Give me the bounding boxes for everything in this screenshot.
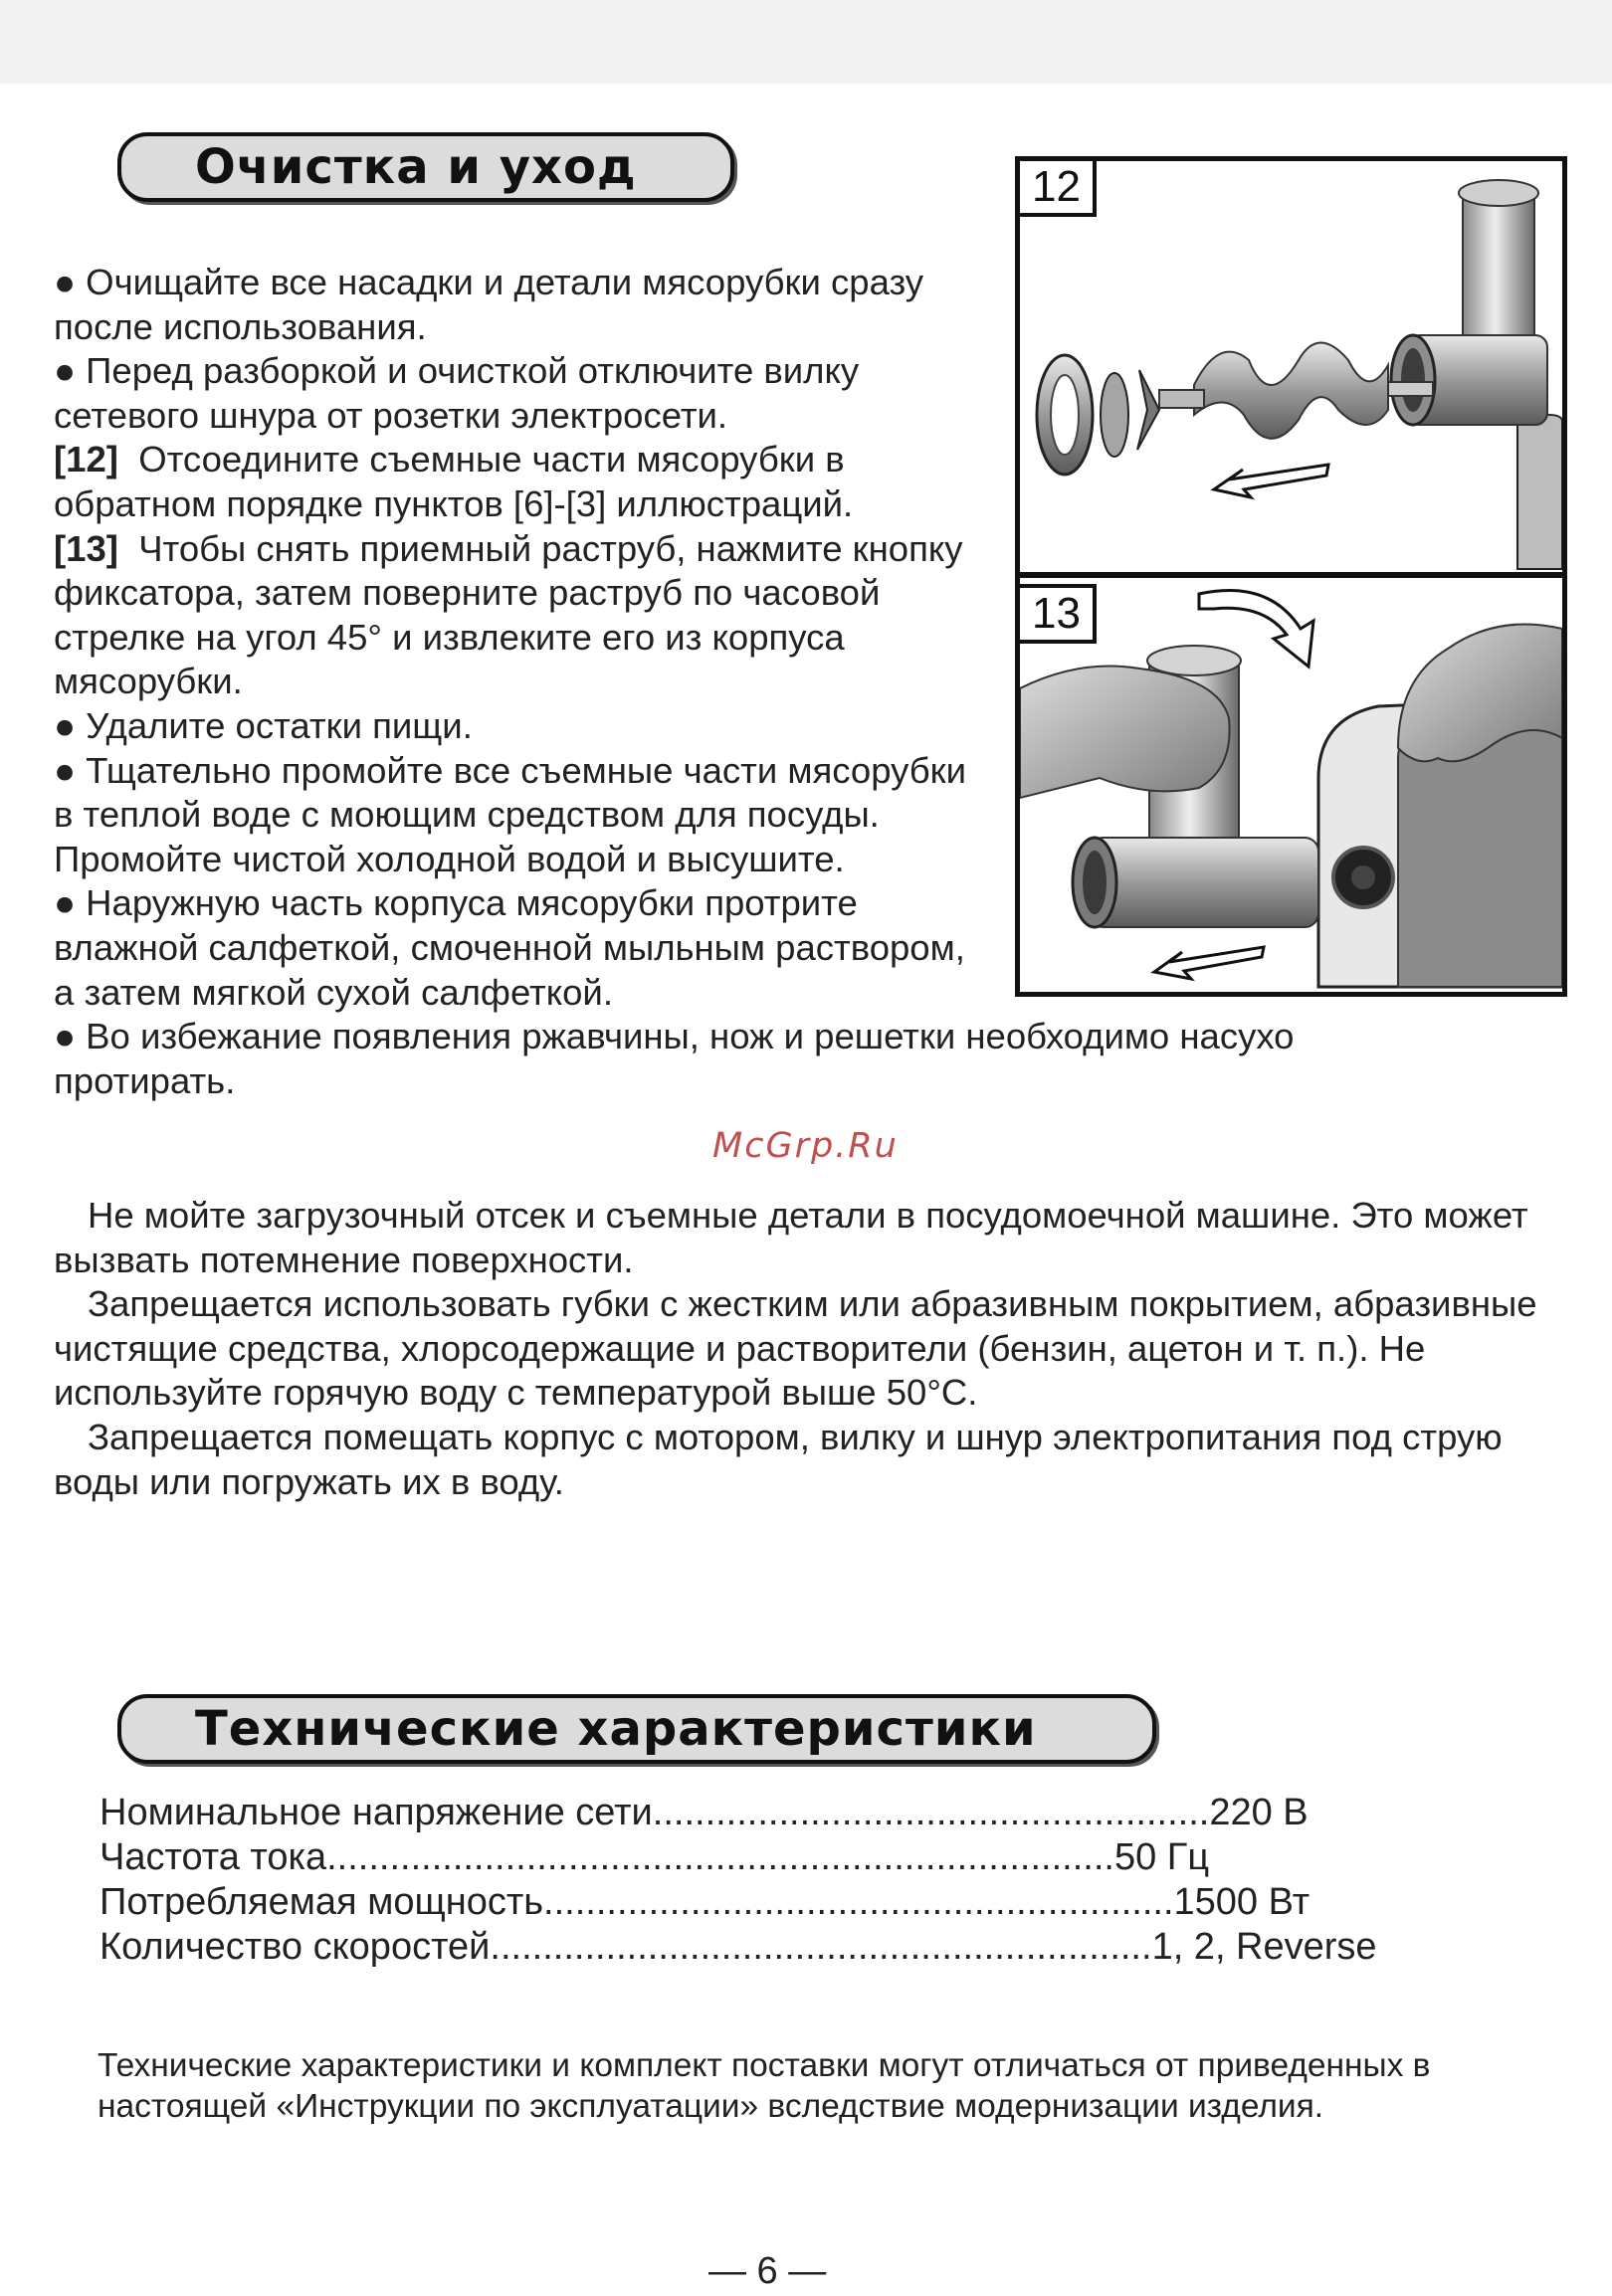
- top-band: [0, 0, 1612, 84]
- spec-row: [100, 1880, 1532, 1925]
- fig12-drawing: [1037, 180, 1562, 569]
- warning-text: Не мойте загрузочный отсек и съемные детали в посудомоечной машине. Это может вызвать потемнение поверхности.: [54, 1195, 1528, 1280]
- specs-table: [100, 1791, 1532, 1970]
- spec-leader: ............................................................: [543, 1881, 1174, 1923]
- warning-text: Запрещается использовать губки с жестким или абразивным покрытием, абразивные чистящие средства, хлорсодержащие и растворители (бензин, ацетон и т. п.). Не используйте горячую воду с температурой выше 50°C.: [54, 1283, 1537, 1414]
- step-12-text: Отсоедините съемные части мясорубки в обратном порядке пунктов [6]-[3] иллюстраций.: [54, 439, 854, 524]
- cleaning-section-title: Очистка и уход: [117, 132, 734, 202]
- feed-tube: [1463, 191, 1534, 340]
- spec-value: 1500 Вт: [1173, 1881, 1310, 1923]
- spec-value: 220 В: [1209, 1792, 1309, 1833]
- knife: [1137, 370, 1159, 450]
- spec-label: Частота тока: [100, 1836, 327, 1878]
- hand-left: [1020, 667, 1230, 799]
- cleaning-item: ● Очищайте все насадки и детали мясорубки сразу после использования.: [54, 262, 924, 347]
- grinding-plate: [1101, 373, 1128, 457]
- spec-leader: ...........................................................................: [326, 1836, 1114, 1878]
- fig13-drawing: [1020, 591, 1562, 987]
- arrow-left-icon: [1154, 947, 1264, 979]
- figure-13-label: 13: [1020, 584, 1097, 644]
- spec-row: [100, 1925, 1532, 1970]
- step-12-ref: [12]: [54, 439, 118, 480]
- step-13-text: Чтобы снять приемный раструб, нажмите кнопку фиксатора, затем поверните раструб по часовой стрелке на угол 45° и извлеките его из корпуса мясорубки.: [54, 527, 963, 702]
- step-13: [54, 527, 979, 704]
- cleaning-item: ● Удалите остатки пищи.: [54, 704, 473, 746]
- spec-value: 50 Гц: [1113, 1836, 1210, 1878]
- warning-text: Запрещается помещать корпус с мотором, вилку и шнур электропитания под струю воды или погружать их в воду.: [54, 1416, 1503, 1502]
- spec-leader: ...............................................................: [490, 1926, 1152, 1968]
- spec-leader: .....................................................: [652, 1792, 1210, 1833]
- grinder-body: [1517, 415, 1562, 569]
- cleaning-item: ● Перед разборкой и очисткой отключите вилку сетевого шнура от розетки электросети.: [54, 350, 860, 436]
- spec-value: 1, 2, Reverse: [1151, 1926, 1377, 1968]
- spec-row: [100, 1791, 1532, 1835]
- grinder-illustration: [1020, 161, 1562, 992]
- disclaimer-note: Технические характеристики и комплект поставки могут отличаться от приведенных в настоящей «Инструкции по эксплуатации» вследствие модернизации изделия.: [98, 2047, 1431, 2125]
- step-12: [54, 438, 979, 526]
- spec-label: Потребляемая мощность: [100, 1881, 544, 1923]
- watermark: McGrp.Ru: [712, 1126, 899, 1166]
- grinder-head-13: [1090, 838, 1318, 927]
- figure-12-label: 12: [1020, 161, 1097, 217]
- warnings: [54, 1194, 1586, 1504]
- page-number: — 6 —: [708, 2250, 827, 2292]
- arrow-left-icon: [1214, 465, 1328, 497]
- specs-section-title: Технические характеристики: [117, 1694, 1156, 1764]
- cleaning-item-wide: ● Во избежание появления ржавчины, нож и решетки необходимо насухо протирать.: [54, 1016, 1295, 1101]
- step-13-ref: [13]: [54, 527, 118, 569]
- cleaning-item: ● Тщательно промойте все съемные части мясорубки в теплой воде с моющим средством для посуды. Промойте чистой холодной водой и высушите.: [54, 749, 967, 879]
- spec-label: Количество скоростей: [100, 1926, 491, 1968]
- spec-label: Номинальное напряжение сети: [100, 1792, 653, 1833]
- illustration-frame: [1015, 156, 1567, 997]
- cleaning-item: ● Наружную часть корпуса мясорубки протрите влажной салфеткой, смоченной мыльным раствором, а затем мягкой сухой салфеткой.: [54, 882, 965, 1013]
- auger: [1194, 343, 1388, 439]
- spec-row: [100, 1835, 1532, 1880]
